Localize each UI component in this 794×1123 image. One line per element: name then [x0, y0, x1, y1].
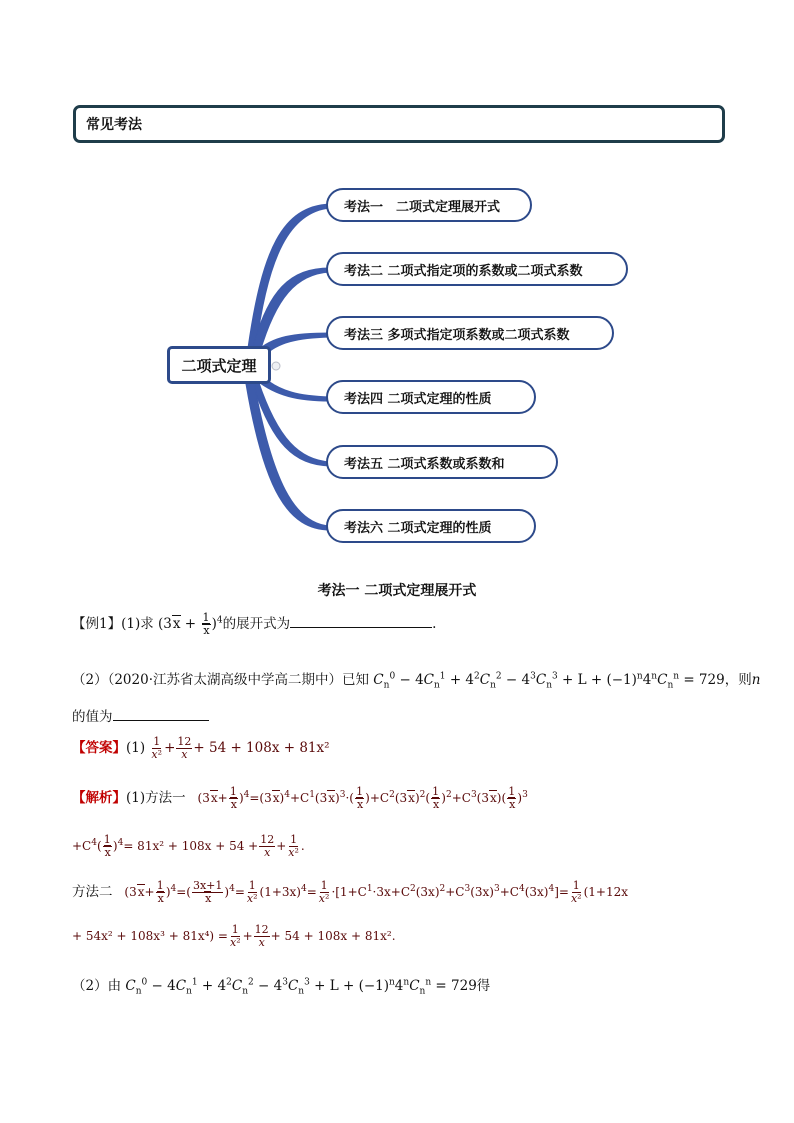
- analysis-label: 【解析】: [72, 790, 126, 806]
- mindmap-root: 二项式定理: [167, 346, 271, 384]
- answer-expression: $\frac{1}{\text{x²}}$ + $\frac{12}{x}$ + 54 + 108x + 81x²: [151, 735, 330, 761]
- q2-answer-blank: [113, 706, 209, 721]
- mindmap-branch-3: 考法三 多项式指定项系数或二项式系数: [326, 316, 614, 350]
- q1-answer-blank: [290, 613, 432, 628]
- mindmap-branch-4: 考法四 二项式定理的性质: [326, 380, 536, 414]
- mindmap-branch-2: 考法二 二项式指定项的系数或二项式系数: [326, 252, 628, 286]
- analysis-m2-line2: + 54x² + 108x³ + 81x⁴) = $\frac{1}{\text{x²}}$ + $\frac{12}{x}$ + 54 + 108x + 81x².: [72, 923, 396, 949]
- mindmap-branch-5: 考法五 二项式系数或系数和: [326, 445, 558, 479]
- example-q2-prefix: （2）（2020·江苏省太湖高级中学高二期中）已知: [72, 672, 369, 688]
- m1-expansion: (3x+ $\frac{1}{x}$ )$^4=(3x)^4+C^1(3x)^3\cdot$( $\frac{1}{x}$ )$+C^2(3x)^2$( $\frac{1}{x}$ )$^2+C^3(3x)$( $\frac{1}{x}$ )$^3$: [189, 785, 528, 811]
- example-q2: （2）（2020·江苏省太湖高级中学高二期中）已知 $C_n^0 - 4C_n^1 + 4^2C_n^2 - 4^3C_n^3 + L + (-1)^n4^nC_n^n = 729$，则n: [72, 671, 761, 691]
- example-q1-prefix: (1)求: [121, 616, 154, 632]
- analysis-m1: 【解析】(1)方法一 (3x+ $\frac{1}{x}$ )$^4=(3x)^4+C^1(3x)^3\cdot$( $\frac{1}{x}$ )$+C^2(3x)^2$( $\frac{1}{x}$ )$^2+C^3(3x)$( $\frac{1}{x}$ )$^3$: [72, 785, 528, 811]
- example-q1-suffix: 的展开式为: [222, 616, 291, 632]
- p2-expression: $C_n^0 - 4C_n^1 + 4^2C_n^2 - 4^3C_n^3 + L + (-1)^n4^nC_n^n$: [125, 977, 432, 997]
- m2-expansion: (3x+ $\frac{1}{x}$ )$^4$=( $\frac{3x+1}{x}$ )$^4$= $\frac{1}{\text{x²}}$ $(1+3x)^4=$ $\frac{1}{\text{x²}}$ $\cdot[1+C^1\cdot 3x+C^2(3x)^2+C^3(3x)^3+C^4(3x)^4]=$ $\frac{1}{\text{x²}}$ (1+12x: [116, 879, 629, 905]
- analysis-m1-line2: $+C^4$( $\frac{1}{x}$ )$^4$= 81x² + 108x + 54 + $\frac{12}{x}$ + $\frac{1}{\text{x²}}$ .: [72, 833, 305, 859]
- mindmap-branch-6: 考法六 二项式定理的性质: [326, 509, 536, 543]
- analysis-m2: 方法二 (3x+ $\frac{1}{x}$ )$^4$=( $\frac{3x+1}{x}$ )$^4$= $\frac{1}{\text{x²}}$ $(1+3x)^4=$ $\frac{1}{\text{x²}}$ $\cdot[1+C^1\cdot 3x+C^2(3x)^2+C^3(3x)^3+C^4(3x)^4]=$ $\frac{1}{\text{x²}}$ (1+12x: [72, 879, 629, 905]
- answer-label: 【答案】: [72, 740, 126, 756]
- q2-expression: $C_n^0 - 4C_n^1 + 4^2C_n^2 - 4^3C_n^3 + L + (-1)^n4^nC_n^n$: [373, 671, 680, 691]
- answer: 【答案】(1) $\frac{1}{\text{x²}}$ + $\frac{12}{x}$ + 54 + 108x + 81x²: [72, 735, 330, 761]
- mindmap-branch-1: 考法一 二项式定理展开式: [326, 188, 532, 222]
- q1-expression: (3x + $\frac{1}{x}$ )$^4$: [158, 611, 223, 637]
- section-title: 考法一 二项式定理展开式: [317, 583, 477, 599]
- example-q2-line2: 的值为: [72, 705, 209, 725]
- example-q1: 【例1】(1)求 (3x + $\frac{1}{x}$ )$^4$的展开式为 .: [72, 611, 437, 637]
- analysis-p2: （2）由 $C_n^0 - 4C_n^1 + 4^2C_n^2 - 4^3C_n^3 + L + (-1)^n4^nC_n^n = 729$得: [72, 977, 491, 997]
- example-label: 【例1】: [72, 616, 122, 632]
- header-title: 常见考法: [86, 117, 142, 133]
